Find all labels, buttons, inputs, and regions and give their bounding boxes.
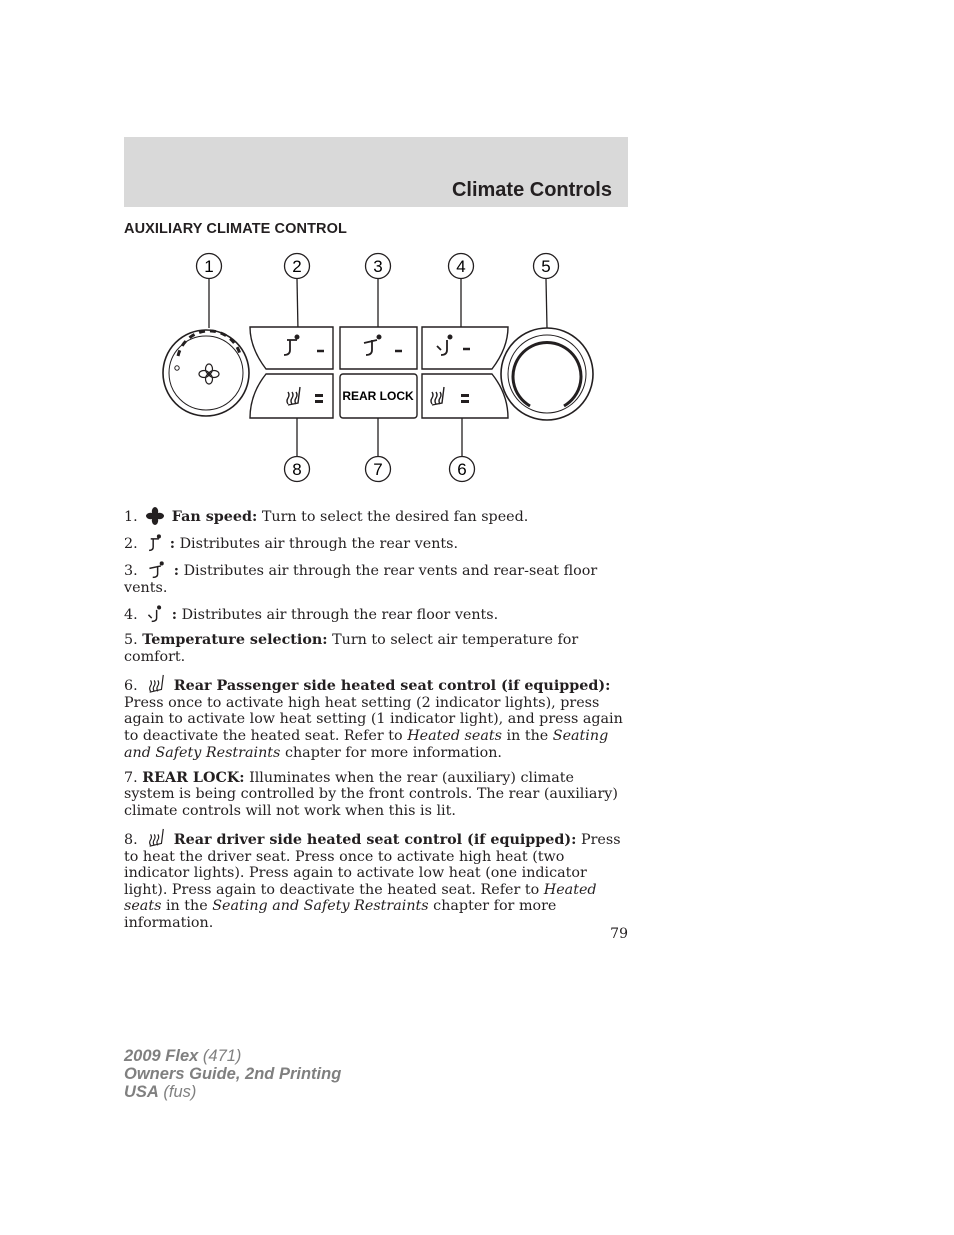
list-item: 4. : Distributes air through the rear floor vents. [124, 607, 499, 624]
vent-floor-button[interactable] [340, 327, 417, 369]
control-descriptions [124, 507, 628, 940]
floor-vent-icon [146, 605, 164, 623]
callout-6 [450, 457, 475, 482]
svg-text:3: 3 [373, 257, 383, 276]
list-item: 1. Fan speed: Turn to select the desired fan speed. [124, 509, 529, 525]
svg-text:4: 4 [456, 257, 466, 276]
list-item: 3. : Distributes air through the rear vents and rear-seat floor vents. [124, 563, 598, 596]
heated-seat-icon [146, 674, 166, 694]
svg-text:8: 8 [292, 460, 302, 479]
temperature-knob[interactable] [501, 328, 593, 420]
callout-8 [285, 457, 310, 482]
callout-5 [534, 254, 559, 279]
svg-text:6: 6 [457, 460, 467, 479]
svg-text:7: 7 [373, 460, 383, 479]
list-item: 2. : Distributes air through the rear vents. [124, 536, 459, 553]
svg-text:5: 5 [541, 257, 551, 276]
list-item: 8. Rear driver side heated seat control (if equipped): Press to heat the driver seat. Press once to activate high heat (two indicator lights). Press again to activate low heat (one indicator light). Press again to deactivate the heated seat. Refer to Heated seats in the Seating and Safety Restraints chapter for more information. [124, 828, 628, 932]
list-item: 7. REAR LOCK: Illuminates when the rear (auxiliary) climate system is being controlled by the front controls. The rear (auxiliary) climate controls will not work when this is lit. [124, 769, 618, 819]
callout-7 [366, 457, 391, 482]
fan-speed-knob[interactable] [163, 330, 249, 416]
rear-lock-button[interactable] [340, 374, 417, 418]
callout-1 [197, 254, 222, 279]
list-item: 6. Rear Passenger side heated seat control (if equipped): Press once to activate high heat setting (2 indicator lights), press again to activate low heat setting (1 indicator light), and press again to deactivate the heated seat. Refer to Heated seats in the Seating and Safety Restraints chapter for more information. [124, 674, 628, 761]
callout-4 [449, 254, 474, 279]
rear-vent-icon [146, 534, 162, 552]
svg-text:2: 2 [292, 257, 302, 276]
rear-vent-button[interactable] [250, 327, 333, 369]
driver-heated-seat-button[interactable] [250, 374, 333, 418]
auxiliary-climate-control-diagram [150, 248, 610, 488]
callout-2 [285, 254, 310, 279]
passenger-heated-seat-button[interactable] [422, 374, 508, 418]
footer: 2009 Flex (471) Owners Guide, 2nd Printing USA (fus) [124, 1047, 342, 1101]
floor-vent-button[interactable] [422, 327, 508, 369]
section-heading: AUXILIARY CLIMATE CONTROL [124, 221, 347, 237]
header-band [124, 137, 628, 207]
callout-3 [366, 254, 391, 279]
svg-text:1: 1 [204, 257, 214, 276]
list-item: 5. Temperature selection: Turn to select air temperature for comfort. [124, 632, 579, 665]
heated-seat-icon [146, 828, 166, 848]
rear-lock-label: REAR LOCK [342, 389, 414, 403]
page-number: 79 [610, 926, 628, 942]
fan-icon [146, 507, 164, 525]
vent-floor-icon [146, 561, 166, 579]
page-title: Climate Controls [451, 179, 612, 201]
